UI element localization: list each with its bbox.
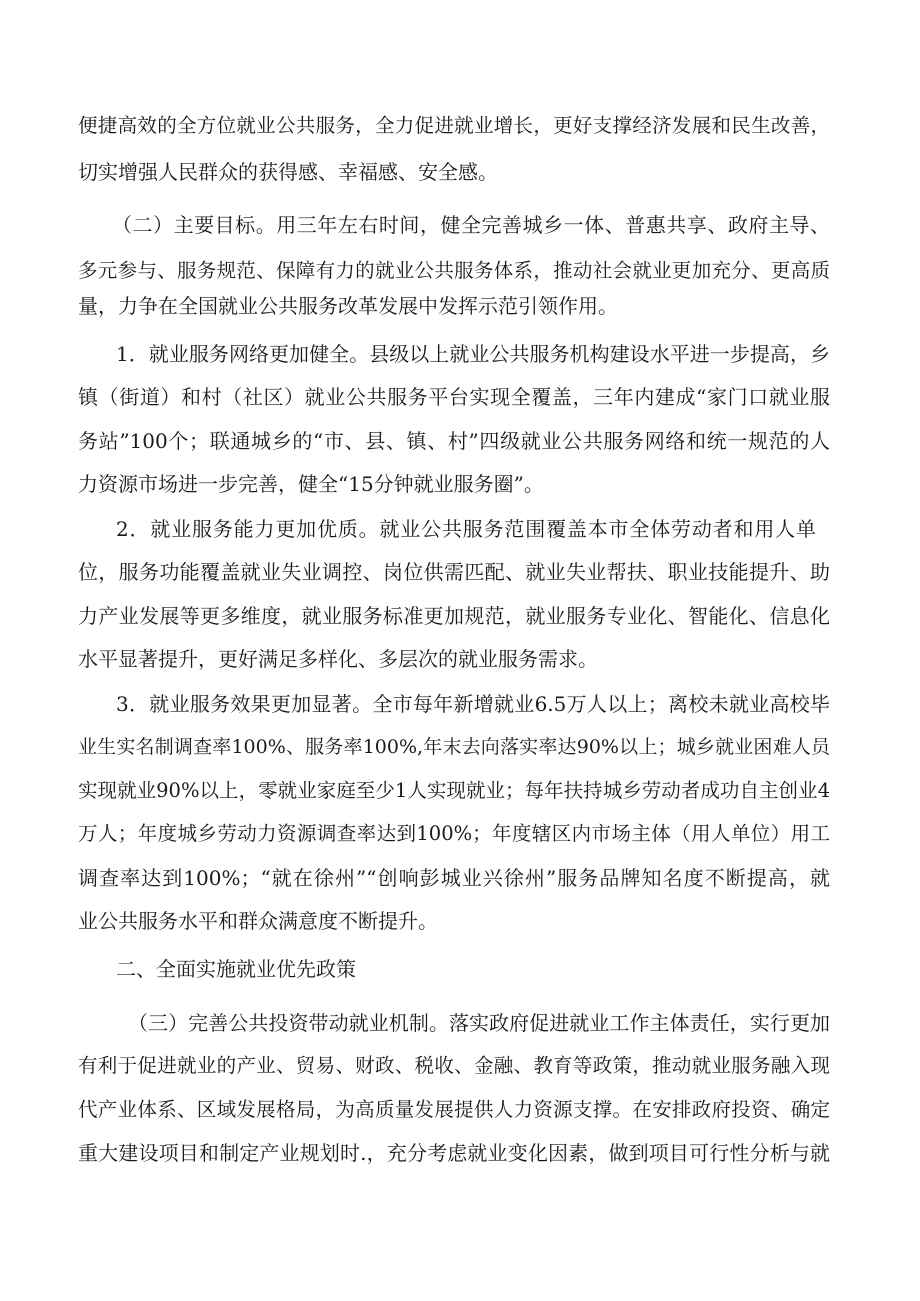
text-line: 力产业发展等更多维度，就业服务标准更加规范，就业服务专业化、智能化、信息化: [78, 604, 830, 628]
text-line: 多元参与、服务规范、保障有力的就业公共服务体系，推动社会就业更加充分、更高质: [78, 259, 830, 282]
text-line: 3．就业服务效果更加显著。全市每年新增就业6.5万人以上；离校未就业高校毕: [116, 692, 830, 716]
text-line: 1．就业服务网络更加健全。县级以上就业公共服务机构建设水平进一步提高，乡: [116, 342, 830, 366]
text-line: 2．就业服务能力更加优质。就业公共服务范围覆盖本市全体劳动者和用人单: [116, 517, 816, 541]
text-line: 力资源市场进一步完善，健全“15分钟就业服务圈”。: [78, 472, 544, 496]
text-line: 便捷高效的全方位就业公共服务，全力促进就业增长，更好支撑经济发展和民生改善，: [78, 114, 830, 137]
text-line: 量，力争在全国就业公共服务改革发展中发挥示范引领作用。: [78, 294, 618, 318]
text-line: 切实增强人民群众的获得感、幸福感、安全感。: [78, 160, 498, 184]
text-line: 重大建设项目和制定产业规划时.，充分考虑就业变化因素，做到项目可行性分析与就: [78, 1141, 830, 1165]
text-line: 位，服务功能覆盖就业失业调控、岗位供需匹配、就业失业帮扶、职业技能提升、助: [78, 560, 830, 584]
text-line: 水平显著提升，更好满足多样化、多层次的就业服务需求。: [78, 647, 598, 671]
text-line: 业公共服务水平和群众满意度不断提升。: [78, 909, 438, 933]
text-line: 镇（街道）和村（社区）就业公共服务平台实现全覆盖，三年内建成“家门口就业服: [78, 385, 830, 409]
text-line: 业生实名制调查率100%、服务率100%,年末去向落实率达90%以上；城乡就业困难人员: [78, 736, 830, 758]
text-line: （三）完善公共投资带动就业机制。落实政府促进就业工作主体责任，实行更加: [128, 1011, 830, 1035]
text-line: 万人；年度城乡劳动力资源调查率达到100%；年度辖区内市场主体（用人单位）用工: [78, 822, 830, 845]
text-line: 务站”100个；联通城乡的“市、县、镇、村”四级就业公共服务网络和统一规范的人: [78, 429, 830, 453]
text-line: 调查率达到100%；“就在徐州”“创响彭城业兴徐州”服务品牌知名度不断提高，就: [78, 866, 830, 890]
text-line: （二）主要目标。用三年左右时间，健全完善城乡一体、普惠共享、政府主导、: [112, 213, 830, 237]
text-line: 实现就业90%以上，零就业家庭至少1人实现就业；每年扶持城乡劳动者成功自主创业4: [78, 779, 830, 802]
text-line: 有利于促进就业的产业、贸易、财政、税收、金融、教育等政策，推动就业服务融入现: [78, 1054, 830, 1077]
section-heading: 二、全面实施就业优先政策: [116, 957, 356, 981]
text-line: 代产业体系、区域发展格局，为高质量发展提供人力资源支撑。在安排政府投资、确定: [78, 1098, 830, 1121]
